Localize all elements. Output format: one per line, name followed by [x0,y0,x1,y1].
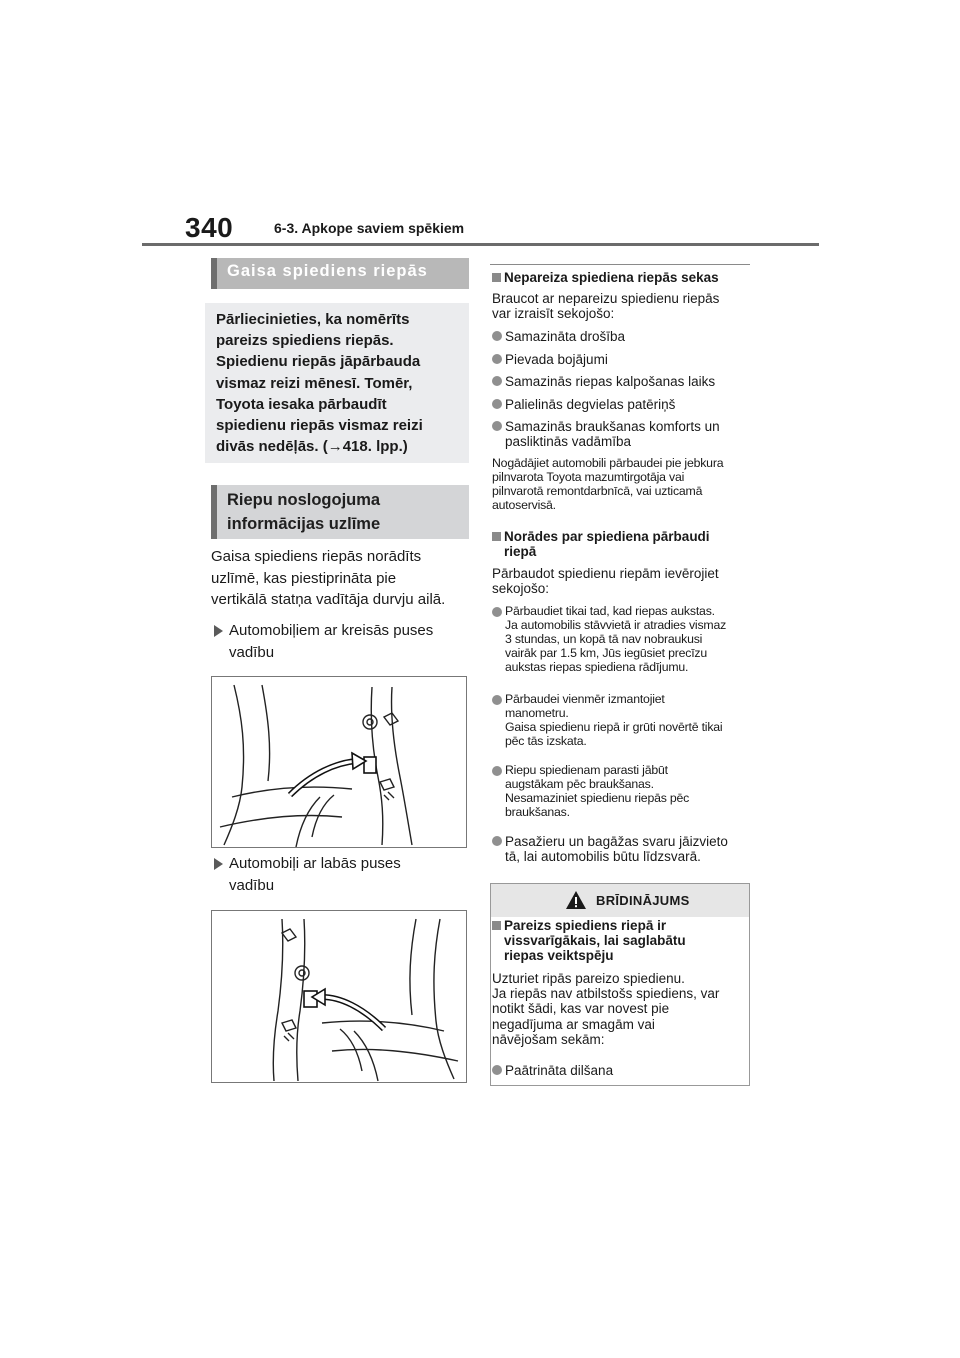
note-paragraph: Nogādājiet automobili pārbaudei pie jebkura pilnvarota Toyota mazumtirgotāja vai pilnvarotā remontdarbnīcā, vai uzticamā autoservisā. [492,456,724,512]
door-pillar-illustration [212,677,466,847]
warning-title: BRĪDINĀJUMS [596,893,690,908]
item-line: vadību [229,876,275,894]
list-item: Samazinās riepas kalpošanas laiks [492,374,749,389]
section-heading-line: Riepu noslogojuma [227,491,381,509]
triangle-bullet-icon [214,858,223,870]
subheading-pressure-check: Norādes par spiediena pārbaudi riepā [492,529,749,559]
list-item: Pārbaudei vienmēr izmantojiet manometru. Gaisa spiedienu riepā ir grūti novērtē tikai pēc tās izskata. [492,693,749,749]
dot-bullet-icon [492,376,502,386]
section-heading-tire-pressure: Gaisa spiediens riepās [211,258,469,289]
dot-bullet-icon [492,354,502,364]
list-item: Palielinās degvielas patēriņš [492,397,749,412]
dot-bullet-icon [492,331,502,341]
list-item: Pasažieru un bagāžas svaru jāizvieto tā, lai automobilis būtu līdzsvarā. [492,834,749,864]
intro-line: vismaz reizi mēnesī. Tomēr, [216,374,413,392]
list-item: Samazinās braukšanas komforts un pasliktinās vadāmība [492,419,749,449]
dot-bullet-icon [492,399,502,409]
sub2-intro: Pārbaudot spiedienu riepām ievērojiet sekojošo: [492,566,719,597]
dot-bullet-icon [492,607,502,617]
warning-body: Uzturiet ripās pareizo spiedienu. Ja riepās nav atbilstošs spiediens, var notikt šādi, kas var novest pie negadījuma ar smagām vai nāvējošam sekām: [492,971,720,1047]
figure-lhd-door-pillar [211,676,467,848]
section-heading-label [211,485,469,539]
intro-line: spiedienu riepās vismaz reizi [216,417,423,435]
list-item: Paātrināta dilšana [492,1063,749,1078]
header-rule [142,243,819,246]
subheading-incorrect-pressure: Nepareiza spiediena riepās sekas [492,270,749,285]
item-line: Automobiļiem ar kreisās puses [229,622,434,639]
square-bullet-icon [492,273,501,282]
item-line: Automobiļi ar labās puses [229,855,401,872]
page-number: 340 [185,212,234,243]
list-item: Riepu spiedienam parasti jābūt augstākam pēc braukšanas. Nesamaziniet spiedienu riepās pēc braukšanas. [492,764,749,820]
square-bullet-icon [492,921,501,930]
list-item: Samazināta drošība [492,329,749,344]
variant-item-rhd [213,853,469,896]
list-item: Pārbaudiet tikai tad, kad riepas aukstas. Ja automobilis stāvvietā ir atradies vismaz 3 stundas, un kopā tā nav nobraukusi vairāk par 1.5 km, Jūs iegūsiet precīzu aukstas riepas spiediena rādījumu. [492,605,749,675]
intro-line: divās nedēļās. (→418. lpp.) [216,438,408,456]
figure-rhd-door-pillar [211,910,467,1083]
item-line: vadību [229,643,275,661]
intro-line: Pārliecinieties, ka nomērīts [216,311,410,328]
section-heading-line: informācijas uzlīme [227,515,381,533]
body-line: Gaisa spiediens riepās norādīts [211,548,422,565]
dot-bullet-icon [492,836,502,846]
sub1-intro: Braucot ar nepareizu spiedienu riepās var izraisīt sekojošo: [492,291,720,322]
dot-bullet-icon [492,421,502,431]
intro-line: Spiedienu riepās jāpārbauda [216,353,421,371]
warning-triangle-icon [565,890,587,910]
dot-bullet-icon [492,695,502,705]
intro-line: Toyota iesaka pārbaudīt [216,395,387,413]
chapter-title: 6-3. Apkope saviem spēkiem [274,220,465,236]
dot-bullet-icon [492,1065,502,1075]
square-bullet-icon [492,532,501,541]
label-sticker-icon [364,757,376,773]
intro-line: pareizs spiediens riepās. [216,332,394,350]
body-line: uzlīmē, kas piestiprināta pie [211,569,397,587]
section-rule [490,264,750,265]
door-pillar-illustration [212,911,466,1082]
body-line: vertikālā statņa vadītāja durvju ailā. [211,591,446,608]
section-body [211,546,469,611]
list-item: Pievada bojājumi [492,352,749,367]
dot-bullet-icon [492,766,502,776]
intro-box [205,303,469,463]
variant-item-lhd [213,620,469,663]
triangle-bullet-icon [214,625,223,637]
warning-subheading: Pareizs spiediens riepā ir vissvarīgākais, lai saglabātu riepas veiktspēju [492,918,749,964]
